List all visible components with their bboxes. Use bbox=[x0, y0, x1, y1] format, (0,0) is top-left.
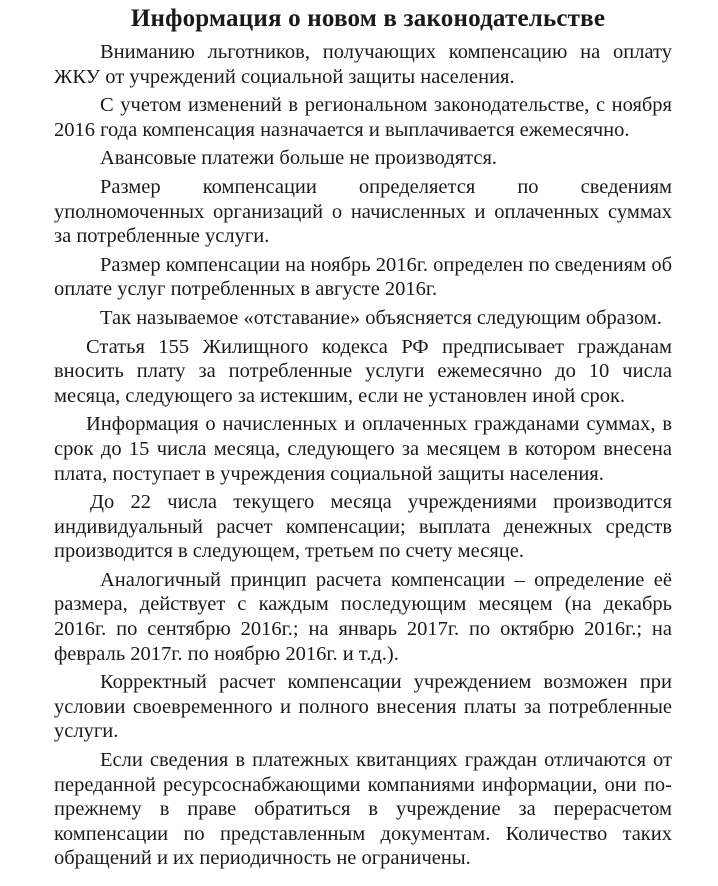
paragraph-recalculation: Если сведения в платежных квитанциях граждан отличаются от переданной ресурсоснабжающими компаниями информации, они по-прежнему в праве обратиться в учреждение за перерасчетом компенсации по представленным документам. Количество таких обращений и их периодичность не ограничены. bbox=[54, 749, 672, 870]
paragraph-attention: Вниманию льготников, получающих компенсацию на оплату ЖКУ от учреждений социальной защиты населения. bbox=[54, 41, 672, 88]
paragraph-correct-calculation: Корректный расчет компенсации учреждением возможен при условии своевременного и полного внесения платы за потребленные услуги. bbox=[54, 671, 672, 743]
paragraph-same-principle: Аналогичный принцип расчета компенсации – определение её размера, действует с каждым последующим месяцем (на декабрь 2016г. по сентябрю 2016г.; на январь 2017г. по октябрю 2016г.; на февраль 2017г. по ноябрю 2016г. и т.д.). bbox=[54, 568, 672, 665]
paragraph-regional-changes: С учетом изменений в региональном законодательстве, с ноября 2016 года компенсация назначается и выплачивается ежемесячно. bbox=[54, 94, 672, 141]
paragraph-information-transfer: Информация о начисленных и оплаченных гражданами суммах, в срок до 15 числа месяца, следующего за месяцем в котором внесена плата, поступает в учреждения социальной защиты населения. bbox=[54, 413, 672, 485]
paragraph-article-155: Статья 155 Жилищного кодекса РФ предписывает гражданам вносить плату за потребленные услуги ежемесячно до 10 числа месяца, следующего за истекшим, если не установлен иной срок. bbox=[54, 335, 672, 407]
paragraph-november-size: Размер компенсации на ноябрь 2016г. определен по сведениям об оплате услуг потребленных в августе 2016г. bbox=[54, 253, 672, 301]
paragraph-compensation-size: Размер компенсации определяется по сведениям уполномоченных организаций о начисленных и оплаченных суммах за потребленные услуги. bbox=[54, 175, 672, 248]
paragraph-advance-payments: Авансовые платежи больше не производятся. bbox=[100, 147, 498, 170]
paragraph-lag-explanation: Так называемое «отставание» объясняется следующим образом. bbox=[100, 306, 662, 329]
document-title: Информация о новом в законодательстве bbox=[130, 5, 606, 32]
paragraph-calculation-deadline: До 22 числа текущего месяца учреждениями производится индивидуальный расчет компенсации; выплата денежных средств производится в следующем, третьем по счету месяце. bbox=[54, 491, 672, 563]
